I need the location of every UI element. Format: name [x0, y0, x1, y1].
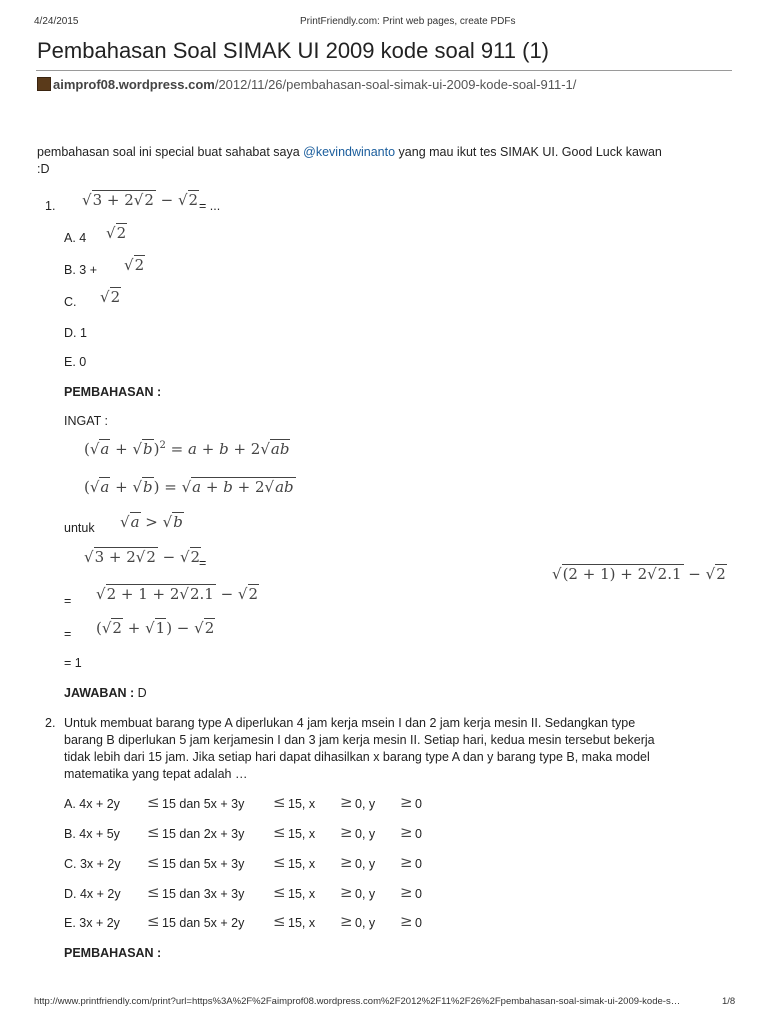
q1-expression: √3 + 2√2 − √2: [82, 191, 199, 209]
q2-option-a-mid: 15 dan 5x + 3y: [162, 797, 245, 811]
q2-option-b-x: 15, x: [288, 827, 316, 841]
q2-number: 2.: [45, 716, 56, 730]
step-1-math: √3 + 2√2 − √2: [84, 548, 201, 566]
intro-after: yang mau ikut tes SIMAK UI. Good Luck kawan: [395, 145, 662, 159]
q2-option-c-end: 0: [415, 857, 422, 871]
q2-option-b-end: 0: [415, 827, 422, 841]
leq-symbol: ≤: [147, 883, 160, 901]
q1-option-c-math: √2: [100, 288, 121, 306]
q2-option-d-y: 0, y: [355, 887, 376, 901]
q1-suffix: = ...: [199, 199, 221, 213]
q1-option-b-math: √2: [124, 256, 145, 274]
step-3-math: (√2 + √1) − √2: [96, 619, 215, 637]
q2-option-c-x: 15, x: [288, 857, 316, 871]
q2-option-d-x: 15, x: [288, 887, 316, 901]
q1-option-a: A. 4: [64, 231, 87, 245]
q2-option-a-lhs: A. 4x + 2y: [64, 797, 120, 811]
q1-number: 1.: [45, 199, 56, 213]
q2-line-2: barang B diperlukan 5 jam kerjamesin I dan 3 jam kerja mesin II. Setiap hari, kedua mesin tersebut bekerja: [64, 733, 655, 747]
step-2-math: √2 + 1 + 2√2.1 − √2: [96, 585, 259, 603]
leq-symbol: ≤: [273, 793, 286, 811]
geq-symbol: ≥: [340, 912, 353, 930]
untuk-condition: √a > √b: [120, 513, 183, 531]
geq-symbol: ≥: [400, 793, 413, 811]
footer-page-number: 1/8: [722, 996, 736, 1007]
leq-symbol: ≤: [147, 823, 160, 841]
q1-answer: [64, 686, 147, 700]
q2-option-a-end: 0: [415, 797, 422, 811]
step-4-result: = 1: [64, 656, 82, 670]
q2-option-d-mid: 15 dan 3x + 3y: [162, 887, 245, 901]
leq-symbol: ≤: [147, 912, 160, 930]
source-domain[interactable]: aimprof08.wordpress.com: [53, 77, 215, 92]
geq-symbol: ≥: [340, 853, 353, 871]
q1-option-b: B. 3 +: [64, 263, 98, 277]
geq-symbol: ≥: [400, 823, 413, 841]
q2-option-b-mid: 15 dan 2x + 3y: [162, 827, 245, 841]
q2-option-e-mid: 15 dan 5x + 2y: [162, 916, 245, 930]
q1-option-a-math: √2: [106, 224, 127, 242]
ingat-formula-1: $(√a + √b)^2 = a + b + 2√ab$: [84, 440, 290, 458]
q2-option-c-lhs: C. 3x + 2y: [64, 857, 121, 871]
geq-symbol: ≥: [400, 912, 413, 930]
q2-option-a-y: 0, y: [355, 797, 376, 811]
side-formula: √(2 + 1) + 2√2.1 − √2: [552, 565, 726, 583]
leq-symbol: ≤: [147, 853, 160, 871]
step-2-eq: =: [64, 594, 72, 608]
leq-symbol: ≤: [273, 823, 286, 841]
q2-option-a-x: 15, x: [288, 797, 316, 811]
q2-line-4: matematika yang tepat adalah …: [64, 767, 248, 781]
q1-option-d: D. 1: [64, 326, 87, 340]
geq-symbol: ≥: [340, 883, 353, 901]
site-favicon-icon: [37, 77, 51, 91]
q2-option-c-y: 0, y: [355, 857, 376, 871]
q2-pembahasan-heading: PEMBAHASAN :: [64, 946, 162, 960]
q1-option-c: C.: [64, 295, 77, 309]
footer-url[interactable]: http://www.printfriendly.com/print?url=https%3A%2F%2Faimprof08.wordpress.com%2F2012%2F11%2F26%2Fpembahasan-soal-simak-ui-2009-kode-s…: [34, 996, 681, 1007]
q1-ingat: INGAT :: [64, 414, 108, 428]
q2-option-e-x: 15, x: [288, 916, 316, 930]
print-site-title: PrintFriendly.com: Print web pages, create PDFs: [300, 16, 516, 27]
leq-symbol: ≤: [273, 853, 286, 871]
geq-symbol: ≥: [340, 793, 353, 811]
step-1-eq: =: [199, 556, 207, 570]
ingat-formula-2: (√a + √b) = √a + b + 2√ab: [84, 478, 294, 496]
source-line[interactable]: [37, 77, 576, 92]
q2-option-d-lhs: D. 4x + 2y: [64, 887, 121, 901]
geq-symbol: ≥: [400, 853, 413, 871]
q2-option-b-lhs: B. 4x + 5y: [64, 827, 120, 841]
q2-option-e-y: 0, y: [355, 916, 376, 930]
q2-option-c-mid: 15 dan 5x + 3y: [162, 857, 245, 871]
q2-option-e-end: 0: [415, 916, 422, 930]
q2-line-3: tidak lebih dari 15 jam. Jika setiap hari dapat dihasilkan x barang type A dan y barang type B, maka model: [64, 750, 650, 764]
q1-pembahasan-heading: PEMBAHASAN :: [64, 385, 162, 399]
geq-symbol: ≥: [340, 823, 353, 841]
leq-symbol: ≤: [147, 793, 160, 811]
leq-symbol: ≤: [273, 883, 286, 901]
intro-line2: :D: [37, 162, 50, 176]
geq-symbol: ≥: [400, 883, 413, 901]
q2-option-e-lhs: E. 3x + 2y: [64, 916, 120, 930]
intro-before: pembahasan soal ini special buat sahabat saya: [37, 145, 304, 159]
page-title: Pembahasan Soal SIMAK UI 2009 kode soal 911 (1): [37, 38, 550, 63]
q1-answer-label: JAWABAN :: [64, 686, 135, 700]
step-3-eq: =: [64, 627, 72, 641]
title-divider: [36, 70, 732, 71]
q2-option-d-end: 0: [415, 887, 422, 901]
q2-line-1: Untuk membuat barang type A diperlukan 4 jam kerja msein I dan 2 jam kerja mesin II. Sedangkan type: [64, 716, 636, 730]
q1-option-e: E. 0: [64, 355, 87, 369]
mention-link[interactable]: @kevindwinanto: [303, 145, 396, 159]
leq-symbol: ≤: [273, 912, 286, 930]
intro-text: [37, 145, 662, 159]
q2-option-b-y: 0, y: [355, 827, 376, 841]
q1-answer-value: D: [137, 686, 147, 700]
print-date: 4/24/2015: [34, 16, 79, 27]
source-path[interactable]: /2012/11/26/pembahasan-soal-simak-ui-2009-kode-soal-911-1/: [214, 77, 577, 92]
q1-untuk: untuk: [64, 521, 95, 535]
